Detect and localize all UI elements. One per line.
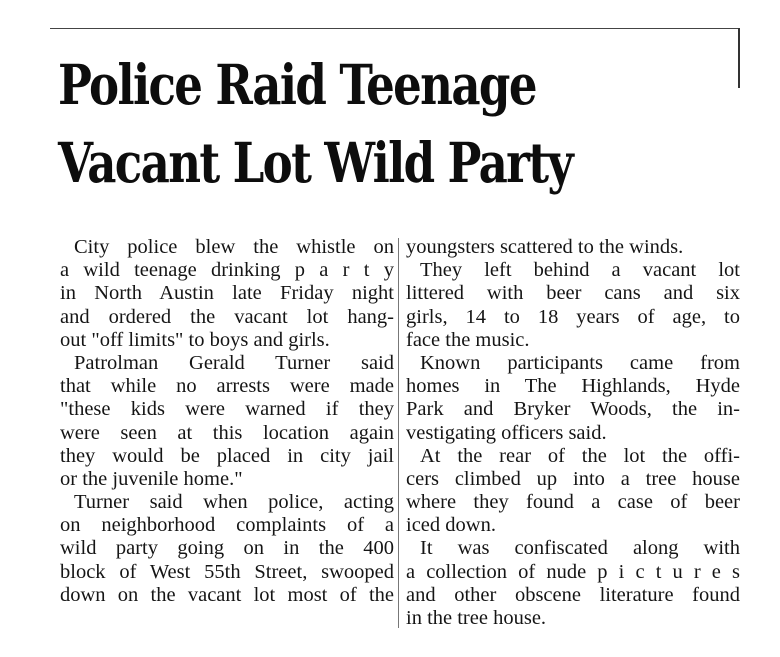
article-line: block of West 55th Street, swooped (60, 560, 394, 583)
article-line: a wild teenage drinking p a r t y (60, 259, 394, 282)
headline-line-2: Vacant Lot Wild Party (58, 130, 573, 195)
article-line: girls, 14 to 18 years of age, to (406, 305, 740, 328)
article-line: littered with beer cans and six (406, 282, 740, 305)
article-line: and ordered the vacant lot hang- (60, 305, 394, 328)
article-line: face the music. (406, 328, 530, 351)
article-line: out "off limits" to boys and girls. (60, 328, 330, 351)
article-line: City police blew the whistle on (74, 236, 394, 258)
article-line: Turner said when police, acting (74, 491, 394, 514)
article-column-right (406, 236, 740, 630)
article-line: "these kids were warned if they (60, 398, 394, 421)
article-line: and other obscene literature found (406, 583, 740, 606)
article-line: It was confiscated along with (420, 537, 740, 560)
article-line: homes in The Highlands, Hyde (406, 375, 740, 398)
article-line: they would be placed in city jail (60, 444, 394, 467)
article-line: youngsters scattered to the winds. (406, 236, 684, 258)
article-column-left (60, 236, 394, 607)
article-line: iced down. (406, 514, 496, 537)
column-divider (398, 238, 399, 628)
article-line: or the juvenile home." (60, 467, 243, 490)
top-rule (50, 28, 740, 29)
article-line: that while no arrests were made (60, 375, 394, 398)
article-line: They left behind a vacant lot (420, 259, 740, 282)
headline (58, 46, 607, 202)
article-line: vestigating officers said. (406, 421, 607, 444)
article-line: At the rear of the lot the offi- (420, 444, 740, 467)
article-line: were seen at this location again (60, 421, 394, 444)
right-rule (738, 28, 740, 88)
article-line: Park and Bryker Woods, the in- (406, 398, 740, 421)
article-line: in North Austin late Friday night (60, 282, 394, 305)
article-line: in the tree house. (406, 607, 547, 629)
article-line: Patrolman Gerald Turner said (74, 351, 394, 374)
article-line: down on the vacant lot most of the (60, 583, 394, 606)
headline-line-1: Police Raid Teenage (58, 52, 536, 117)
article-line: cers climbed up into a tree house (406, 467, 740, 490)
article-line: on neighborhood complaints of a (60, 514, 394, 537)
article-line: Known participants came from (420, 351, 740, 374)
article-line: where they found a case of beer (406, 491, 740, 514)
article-line: wild party going on in the 400 (60, 537, 394, 560)
article-line: a collection of nude p i c t u r e s (406, 560, 740, 583)
